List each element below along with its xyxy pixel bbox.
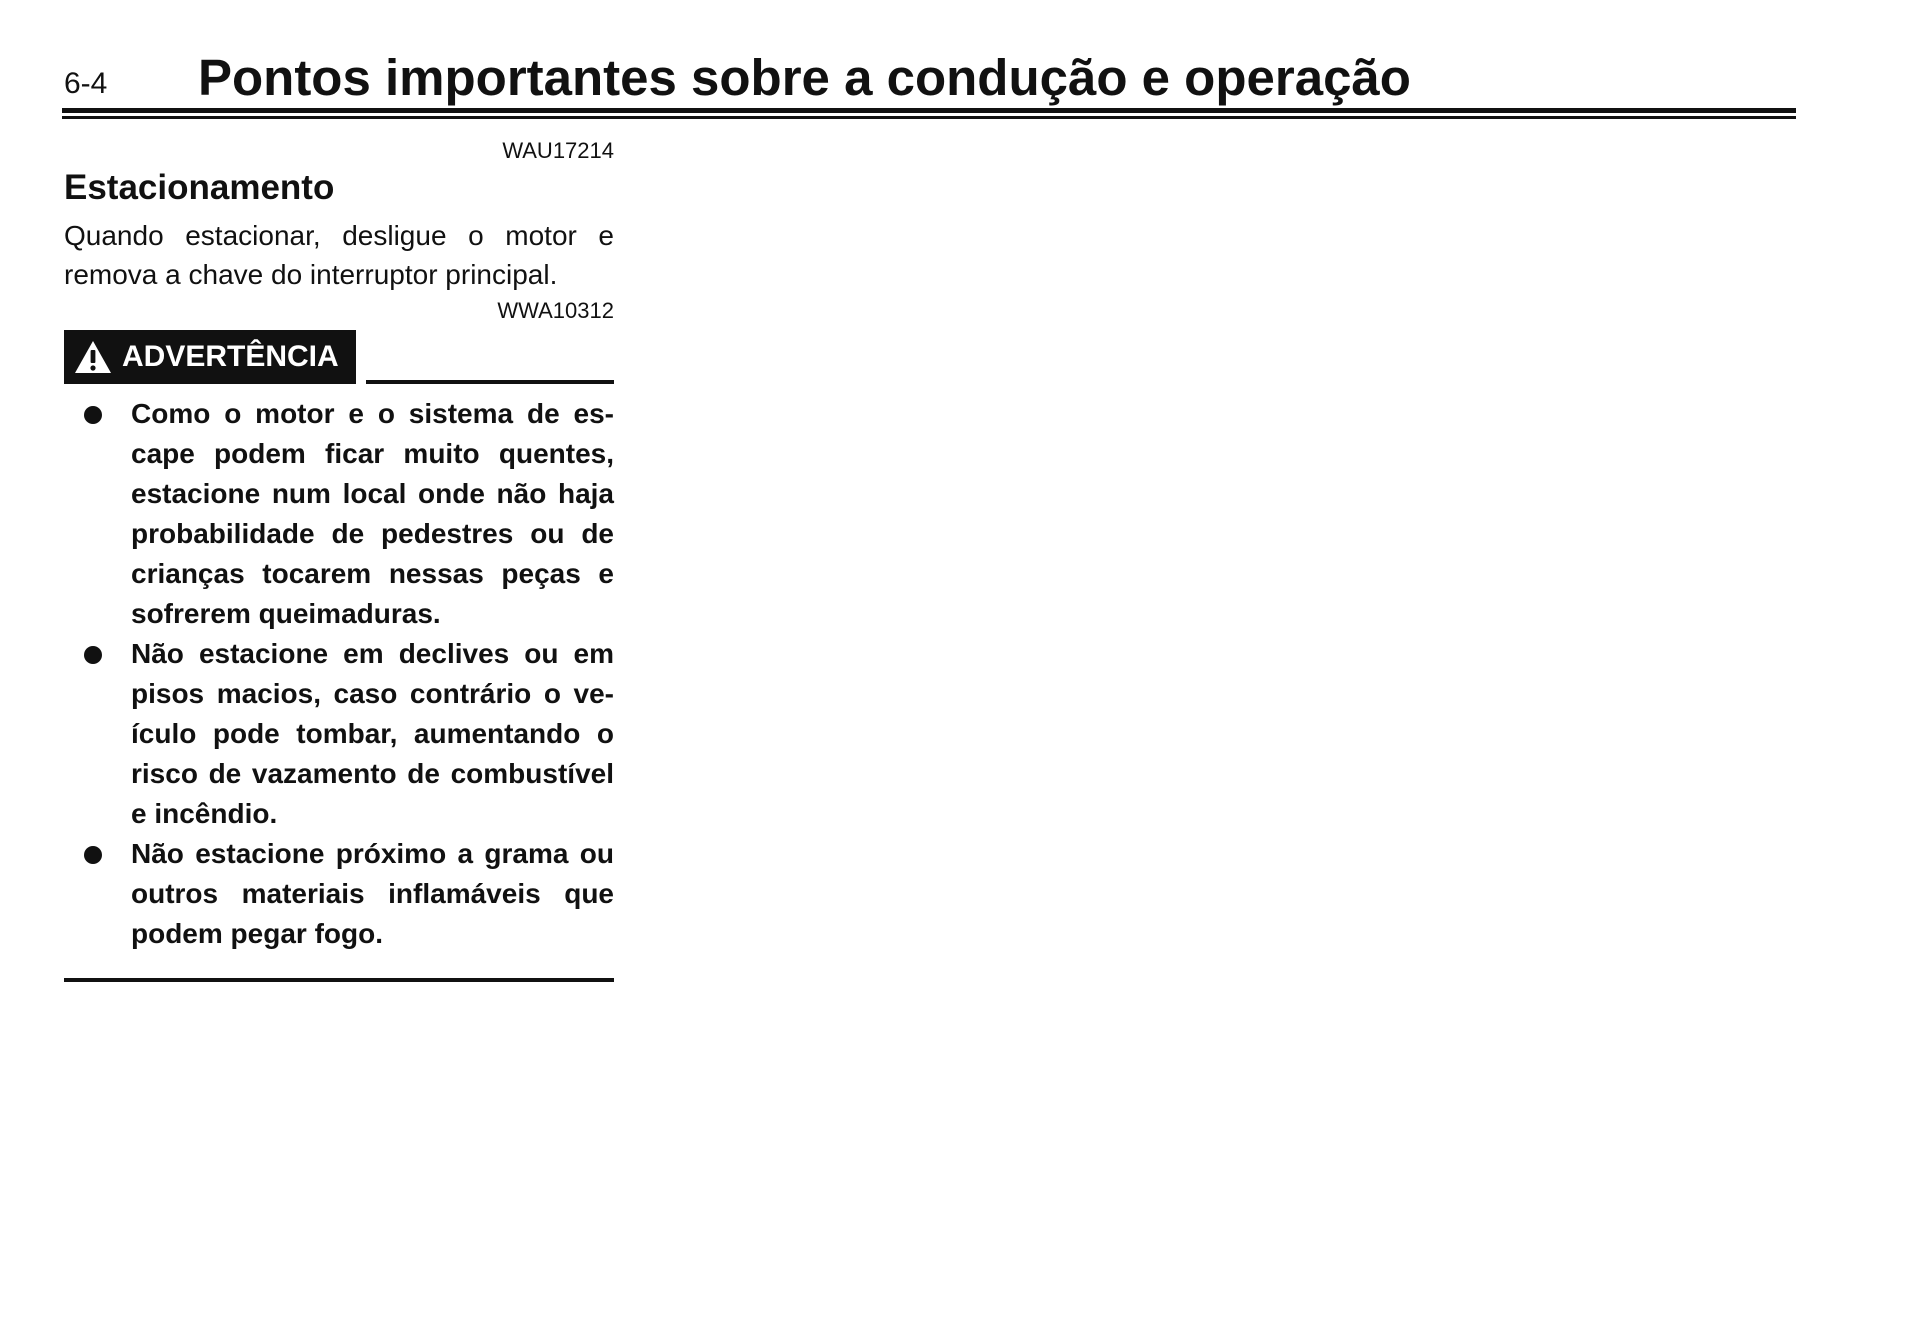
warning-end-rule: [64, 978, 614, 982]
header-rule-thick: [62, 108, 1796, 113]
warning-item-text: Não estacione em declives ou em pisos macios, caso contrário o veículo pode tombar, aumentando o risco de vazamento de combustível e incêndio.: [131, 638, 614, 829]
bullet-icon: [84, 406, 102, 424]
content-column: [64, 138, 614, 982]
warning-list-item: [64, 634, 614, 834]
warning-list-item: [64, 394, 614, 634]
warning-header: [64, 330, 614, 384]
section-body-text: Quando estacionar, desligue o motor e remova a chave do interruptor principal.: [64, 220, 614, 290]
section-reference-code: WAU17214: [502, 138, 614, 163]
warning-item-text: Como o motor e o sistema de escape podem ficar muito quentes, estacione num local onde não haja probabilidade de pedestres ou de crianças tocarem nessas peças e sofrerem queimaduras.: [131, 398, 614, 629]
page-number: 6-4: [64, 67, 108, 100]
warning-label-box: [64, 330, 356, 384]
warning-reference-code: WWA10312: [497, 298, 614, 323]
warning-triangle-icon: [74, 340, 112, 374]
section-heading: Estacionamento: [64, 168, 335, 207]
warning-label-text: ADVERTÊNCIA: [122, 340, 339, 373]
warning-list-item: [64, 834, 614, 954]
warning-item-text: Não estacione próximo a grama ou outros materiais inflamáveis que podem pegar fogo.: [131, 838, 614, 949]
page-title: Pontos importantes sobre a condução e operação: [198, 49, 1411, 106]
bullet-icon: [84, 846, 102, 864]
warning-list: [64, 394, 614, 954]
bullet-icon: [84, 646, 102, 664]
warning-header-rule: [366, 380, 614, 384]
header-rule-thin: [62, 116, 1796, 119]
